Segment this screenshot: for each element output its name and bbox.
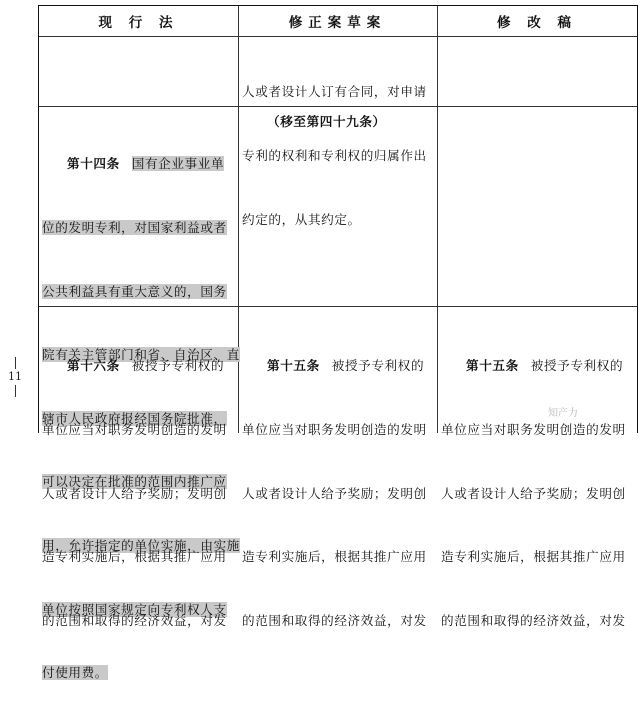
text-span: 被授予专利权的 [131,358,225,374]
highlighted-text: 付使用费。 [42,665,108,681]
text-line: 造专利实施后，根据其推广应用 [441,549,626,565]
text-line: 专利的权利和专利权的归属作出 [242,148,427,164]
text-line: 人或者设计人给予奖励；发明创 [242,485,427,501]
text-span: 被授予专利权的 [530,358,624,374]
page-number-dash-top [15,357,16,369]
article-title: 第十五条 [267,358,320,374]
text-line: 的范围和取得的经济效益，对发 [441,612,626,628]
article-title: 第十六条 [67,358,120,374]
header-revised-draft: 修 改 稿 [497,15,577,31]
highlighted-text: 可以决定在批准的范围内推广应 [42,474,227,490]
text-line [42,281,240,302]
text-line [441,355,626,376]
text-line [242,355,427,376]
column-divider-2 [437,6,438,433]
text-line [42,217,240,238]
row3-col1-text [42,313,227,673]
text-span: 被授予专利权的 [331,358,425,374]
text-line: 约定的，从其约定。 [242,211,361,227]
row3-col2-text [242,313,427,673]
text-line: 造专利实施后，根据其推广应用 [242,549,427,565]
article-title: 第十四条 [67,156,120,172]
header-current-law: 现 行 法 [98,15,179,31]
highlighted-text: 国有企业事业单 [131,156,225,172]
row3-col3-text [441,313,626,673]
page-number-dash-bottom [15,385,16,397]
highlighted-text: 单位按照国家规定向专利权人支 [42,601,227,617]
text-line: 人或者设计人给予奖励；发明创 [42,485,227,501]
text-line: 单位应当对职务发明创造的发明 [441,422,626,438]
text-line [42,355,227,376]
text-line: 人或者设计人订有合同，对申请 [242,84,427,100]
text-line: 人或者设计人给予奖励；发明创 [441,485,626,501]
highlighted-text: 用，允许指定的单位实施，由实施 [42,538,240,554]
article-title: 第十五条 [466,358,519,374]
watermark: 知产力 [548,408,578,419]
text-line: 的范围和取得的经济效益，对发 [42,612,227,628]
highlighted-text: 公共利益具有重大意义的，国务 [42,283,227,299]
highlighted-text: 院有关主管部门和省、自治区、直 [42,347,240,363]
text-line: 的范围和取得的经济效益，对发 [242,612,427,628]
comparison-table [38,5,638,681]
page-number-text: 11 [8,370,22,383]
text-line: 单位应当对职务发明创造的发明 [42,422,227,438]
header-divider [39,36,637,37]
row2-col2-note: （移至第四十九条） [267,114,386,129]
text-line: 单位应当对职务发明创造的发明 [242,422,427,438]
highlighted-text: 位的发明专利，对国家利益或者 [42,220,227,236]
page-number [6,355,24,399]
text-line: 造专利实施后，根据其推广应用 [42,549,227,565]
header-amendment-draft: 修正案草案 [288,15,387,31]
row1-col2-text [242,39,427,272]
highlighted-text: 辖市人民政府报经国务院批准， [42,410,227,426]
text-line [42,153,240,174]
